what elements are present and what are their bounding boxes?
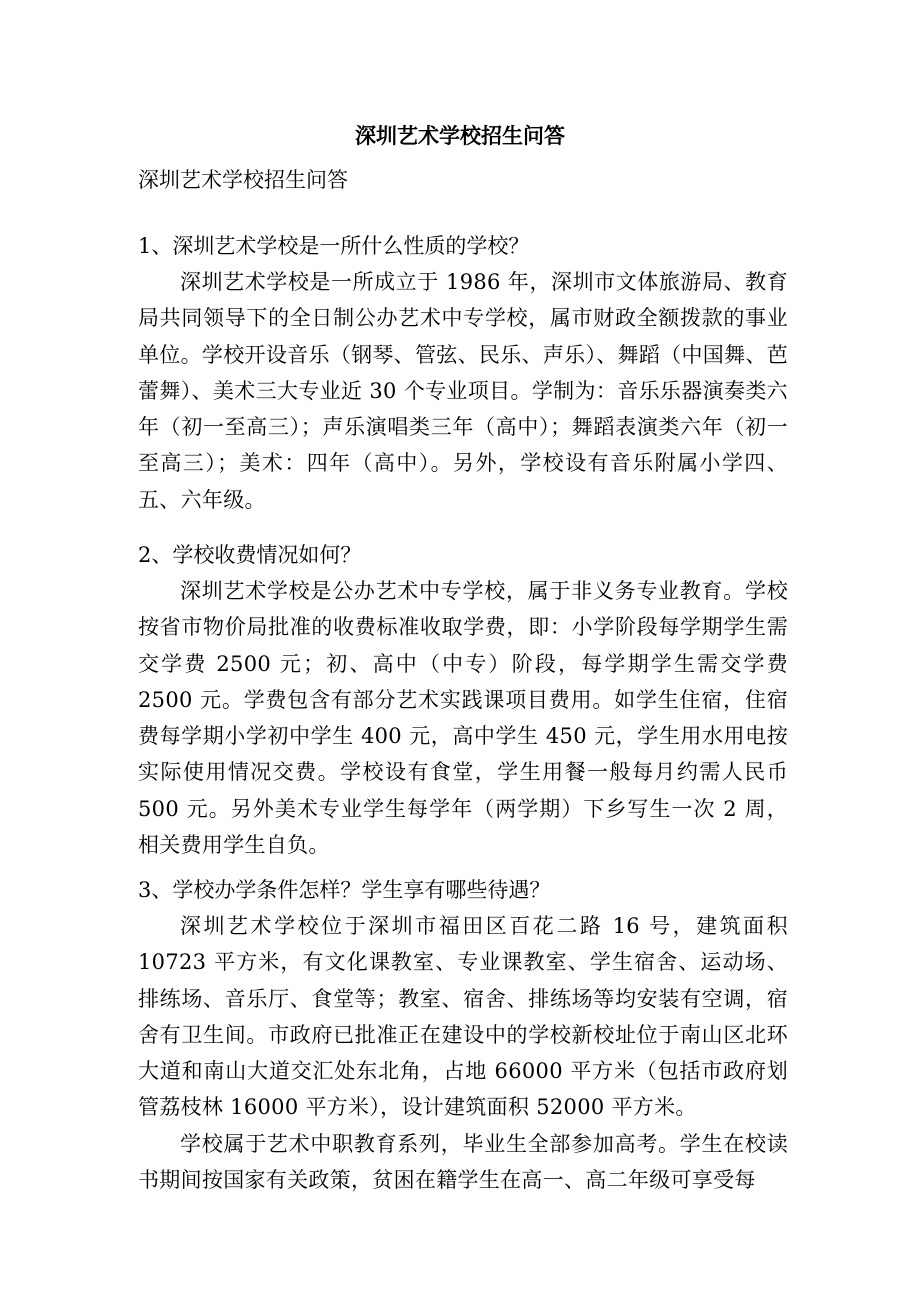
qa-section-3 <box>138 872 788 1198</box>
page-subtitle: 深圳艺术学校招生问答 <box>138 168 348 192</box>
answer-paragraph: 深圳艺术学校位于深圳市福田区百花二路 16 号，建筑面积 10723 平方米，有文化课教室、专业课教室、学生宿舍、运动场、排练场、音乐厅、食堂等；教室、宿舍、排练场等均安装有空调，宿舍有卫生间。市政府已批准正在建设中的学校新校址位于南山区北环大道和南山大道交汇处东北角，占地 66000 平方米（包括市政府划管荔枝林 16000 平方米），设计建筑面积 52000 平方米。 <box>138 914 788 1120</box>
qa-section-1 <box>138 228 788 518</box>
question-heading: 1、深圳艺术学校是一所什么性质的学校？ <box>138 234 530 258</box>
qa-section-2 <box>138 537 788 863</box>
answer-paragraph: 深圳艺术学校是公办艺术中专学校，属于非义务专业教育。学校按省市物价局批准的收费标准收取学费，即：小学阶段每学期学生需交学费 2500 元；初、高中（中专）阶段，每学期学生需交学费 2500 元。学费包含有部分艺术实践课项目费用。如学生住宿，住宿费每学期小学初中学生 400 元，高中学生 450 元，学生用水用电按实际使用情况交费。学校设有食堂，学生用餐一般每月约需人民币 500 元。另外美术专业学生每学年（两学期）下乡写生一次 2 周，相关费用学生自负。 <box>138 579 788 858</box>
question-heading: 3、学校办学条件怎样？学生享有哪些待遇？ <box>138 878 551 902</box>
answer-paragraph: 深圳艺术学校是一所成立于 1986 年，深圳市文体旅游局、教育局共同领导下的全日制公办艺术中专学校，属市财政全额拨款的事业单位。学校开设音乐（钢琴、管弦、民乐、声乐）、舞蹈（中国舞、芭蕾舞）、美术三大专业近 30 个专业项目。学制为：音乐乐器演奏类六年（初一至高三）；声乐演唱类三年（高中）；舞蹈表演类六年（初一至高三）；美术：四年（高中）。另外，学校设有音乐附属小学四、五、六年级。 <box>138 270 788 512</box>
page-title: 深圳艺术学校招生问答 <box>355 123 565 148</box>
answer-paragraph: 学校属于艺术中职教育系列，毕业生全部参加高考。学生在校读书期间按国家有关政策，贫困在籍学生在高一、高二年级可享受每 <box>138 1131 788 1193</box>
question-heading: 2、学校收费情况如何？ <box>138 543 362 567</box>
